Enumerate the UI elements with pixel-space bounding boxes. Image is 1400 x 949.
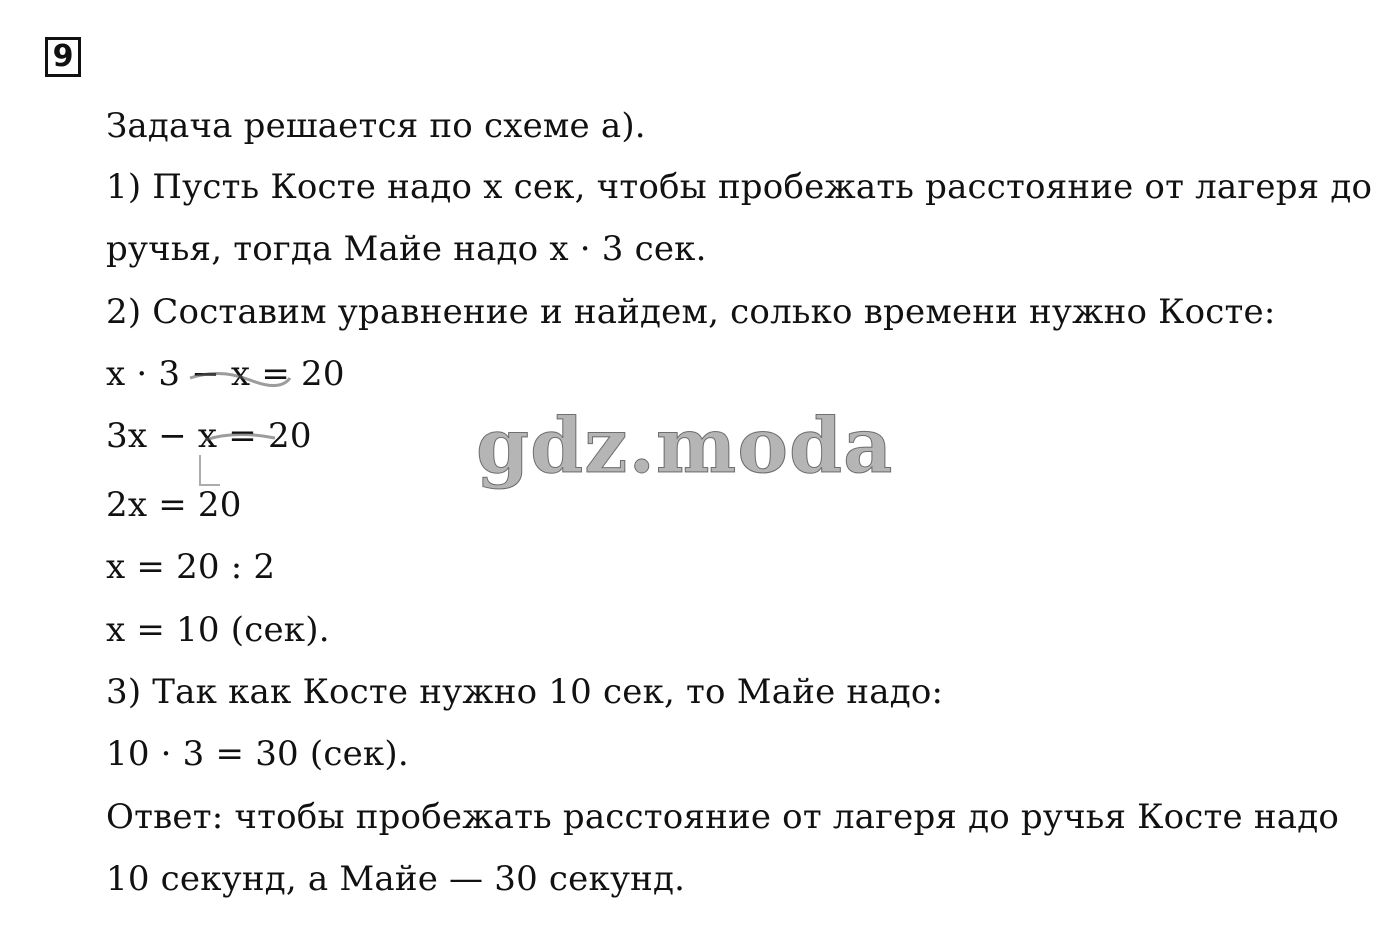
scribble-marks [180,360,300,510]
line-4: 2) Составим уравнение и найдем, солько времени нужно Косте: [106,292,1276,332]
answer-line-1: Ответ: чтобы пробежать расстояние от лагеря до ручья Косте надо [106,797,1340,837]
equation-4: x = 20 : 2 [106,547,276,587]
equation-1: x · 3 − x = 20 [106,354,345,394]
equation-6: 10 · 3 = 30 (сек). [106,734,409,774]
line-2: 1) Пусть Косте надо x сек, чтобы пробежать расстояние от лагеря до [106,167,1373,207]
line-1: Задача решается по схеме а). [106,106,646,146]
line-3: ручья, тогда Майе надо x · 3 сек. [106,229,707,269]
task-number-box: 9 [45,37,81,77]
line-step-3: 3) Так как Косте нужно 10 сек, то Майе надо: [106,672,944,712]
equation-2: 3x − x = 20 [106,416,312,456]
equation-5: x = 10 (сек). [106,610,330,650]
equation-3: 2x = 20 [106,485,242,525]
answer-line-2: 10 секунд, а Майе — 30 секунд. [106,859,686,899]
watermark: gdz.moda [476,401,894,490]
